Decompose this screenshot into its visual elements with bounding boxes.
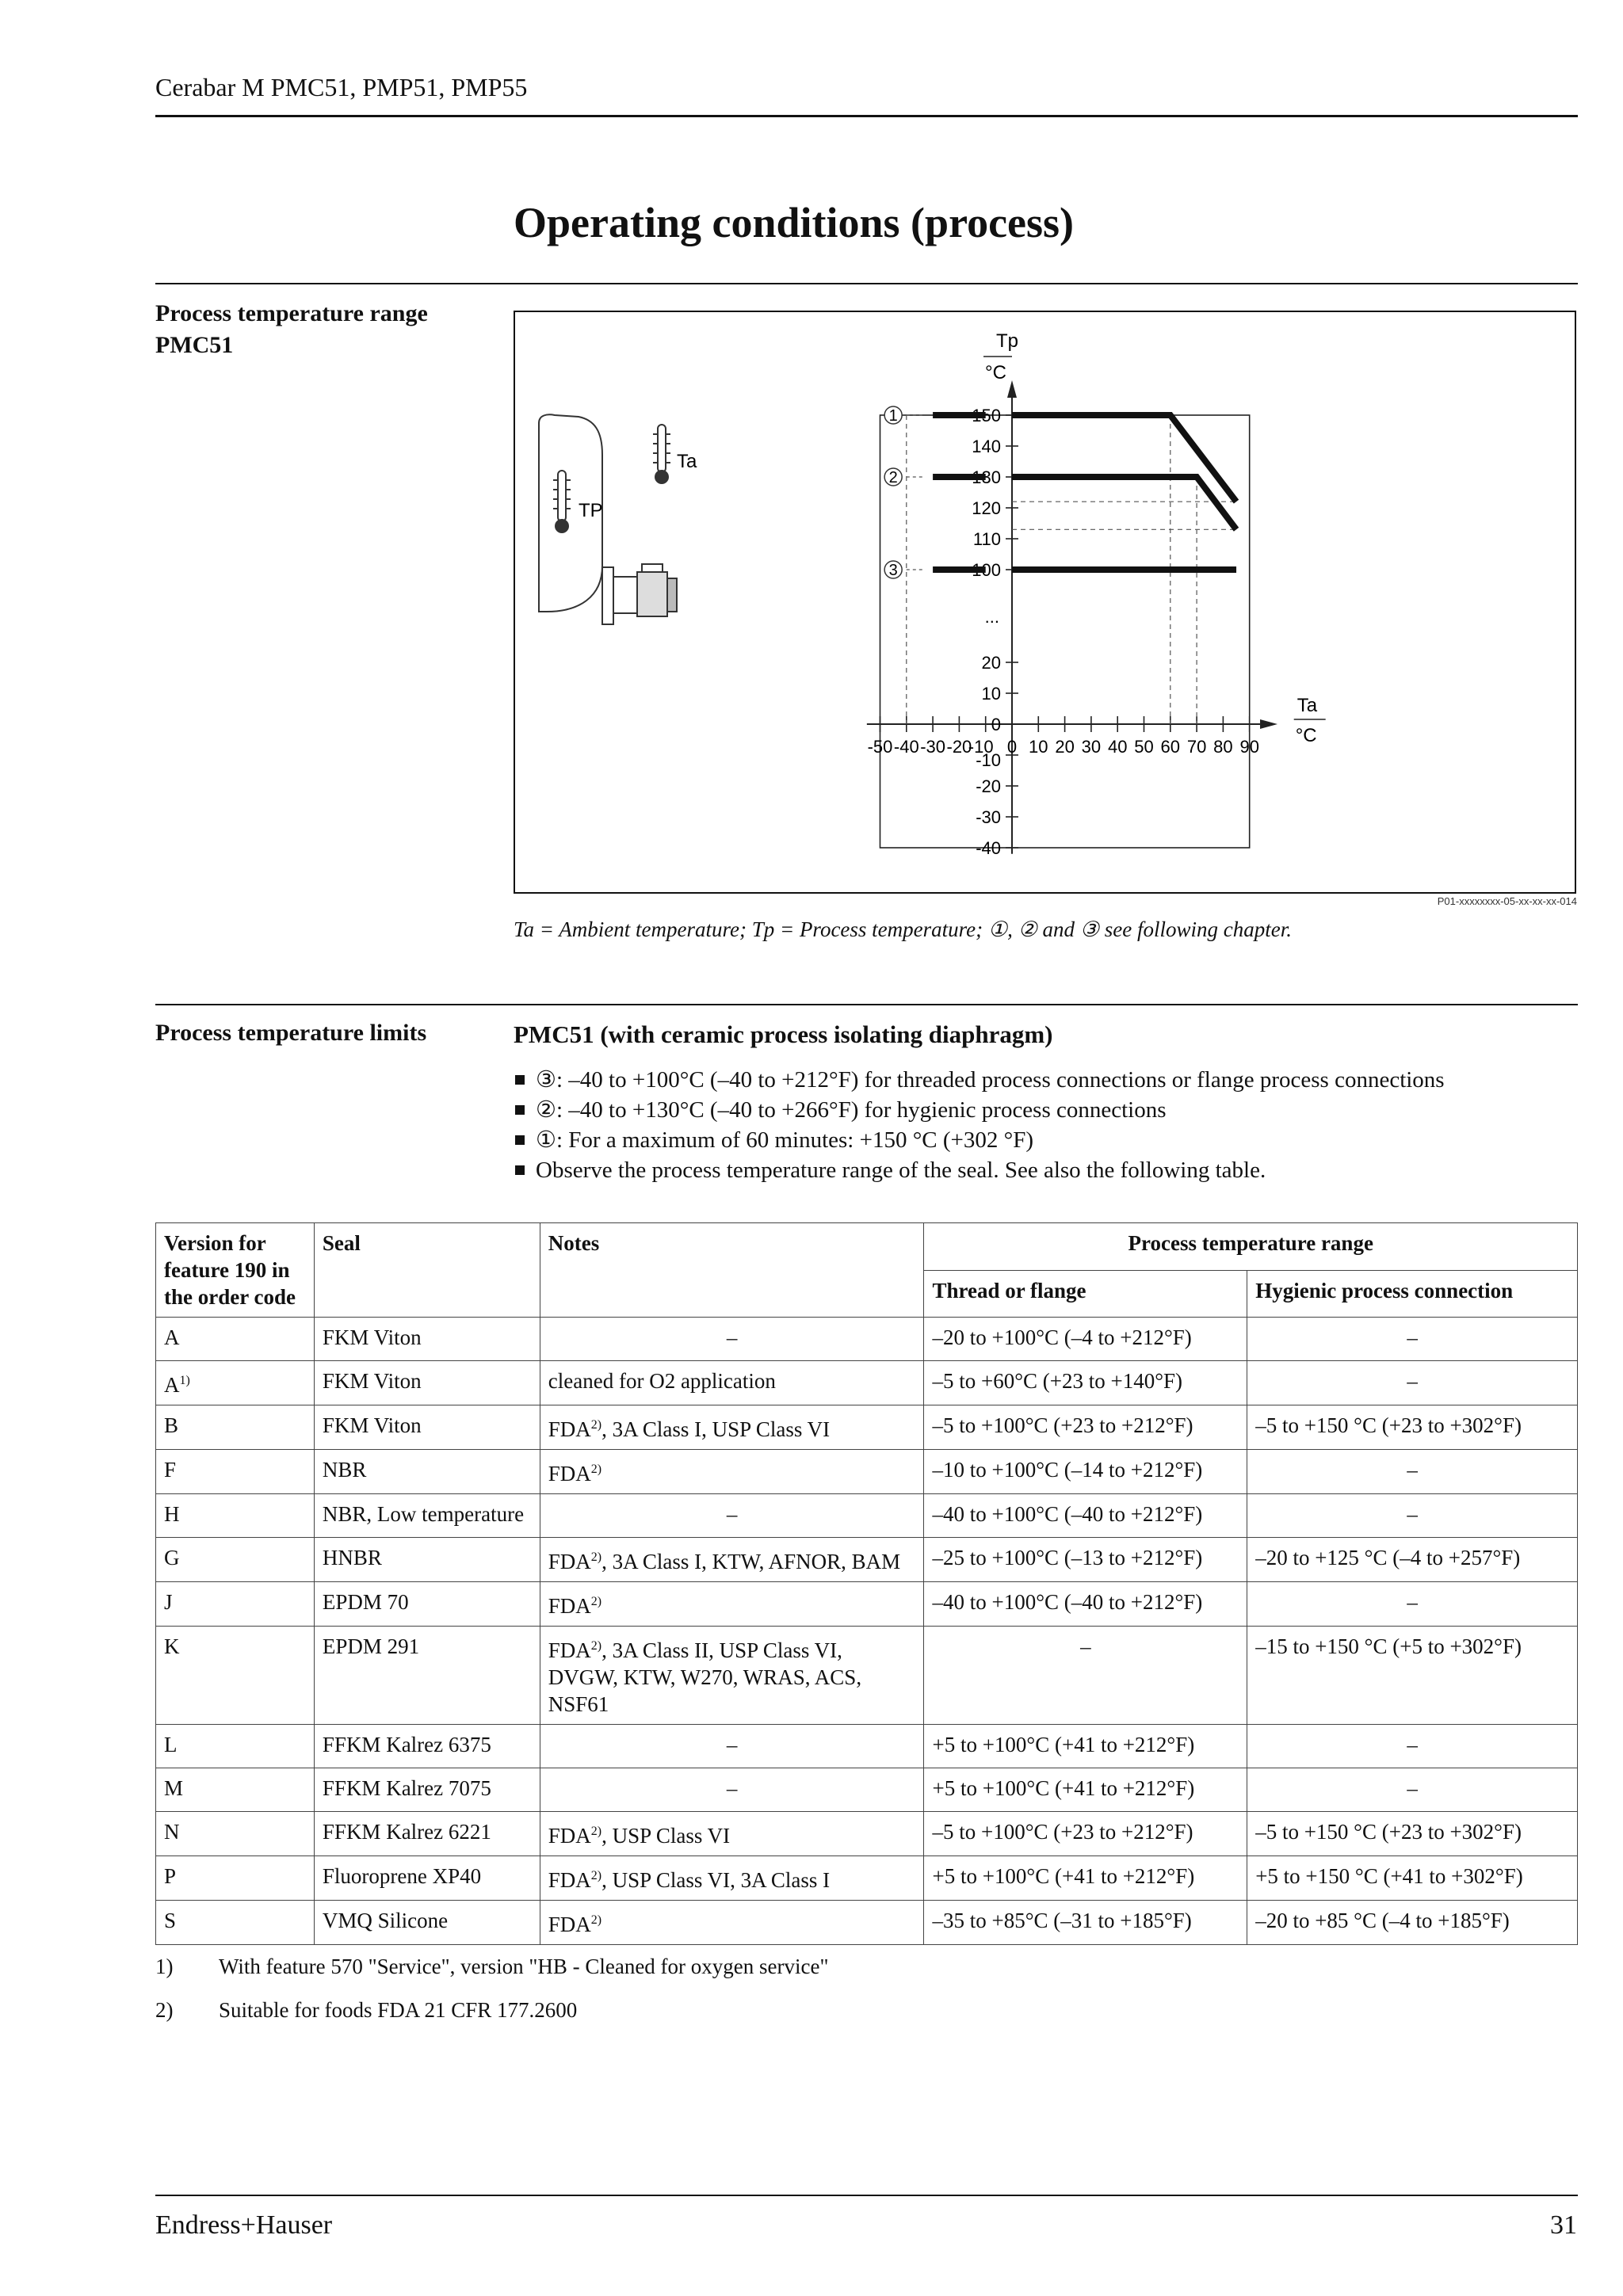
- subheading-pmc51: PMC51 (with ceramic process isolating diaphragm): [514, 1020, 1053, 1048]
- thermometer-ta-icon: [653, 425, 670, 483]
- limits-list: [514, 1065, 1445, 1185]
- header-hygienic: Hygienic process connection: [1247, 1270, 1578, 1318]
- section-label-line1: Process temperature range: [155, 300, 428, 326]
- page-title: Operating conditions (process): [514, 199, 1075, 246]
- cell-seal: FKM Viton: [314, 1405, 540, 1450]
- header-rule: [155, 115, 1578, 117]
- x-axis-label: Ta: [1296, 695, 1318, 716]
- cell-version: P: [156, 1856, 315, 1901]
- y-tick-label: 0: [991, 715, 1001, 734]
- header-notes: Notes: [540, 1223, 924, 1318]
- flange-icon: [602, 567, 613, 624]
- cell-version: L: [156, 1725, 315, 1768]
- cell-thread: –40 to +100°C (–40 to +212°F): [924, 1494, 1247, 1538]
- cell-thread: +5 to +100°C (+41 to +212°F): [924, 1725, 1247, 1768]
- table-row: [156, 1627, 1578, 1725]
- cell-seal: NBR: [314, 1450, 540, 1494]
- table-row: [156, 1768, 1578, 1812]
- page-number: 31: [1550, 2210, 1577, 2240]
- table-row: [156, 1318, 1578, 1361]
- y-axis-unit: °C: [985, 362, 1006, 383]
- cell-thread: +5 to +100°C (+41 to +212°F): [924, 1856, 1247, 1901]
- y-tick-label: -20: [976, 776, 1001, 796]
- cell-hygienic: –5 to +150 °C (+23 to +302°F): [1247, 1405, 1578, 1450]
- cell-hygienic: –20 to +85 °C (–4 to +185°F): [1247, 1901, 1578, 1945]
- x-tick-label: 60: [1160, 737, 1181, 757]
- table-row: [156, 1494, 1578, 1538]
- table-row: [156, 1856, 1578, 1901]
- section-label-temperature-limits: Process temperature limits: [155, 1020, 427, 1046]
- table-row: [156, 1405, 1578, 1450]
- cell-version: J: [156, 1582, 315, 1627]
- cell-seal: EPDM 291: [314, 1627, 540, 1725]
- y-tick-label: -30: [976, 807, 1001, 827]
- cell-hygienic: –: [1247, 1725, 1578, 1768]
- cell-seal: HNBR: [314, 1538, 540, 1582]
- x-tick-label: 30: [1081, 737, 1102, 757]
- x-tick-label: 40: [1107, 737, 1128, 757]
- y-tick-label: 100: [972, 560, 1001, 580]
- y-tick-label: 120: [972, 498, 1001, 518]
- cell-notes: cleaned for O2 application: [540, 1361, 924, 1405]
- cell-version: M: [156, 1768, 315, 1812]
- tp-diagram-label: TP: [579, 500, 603, 521]
- series-label: 1: [888, 407, 898, 425]
- footer-brand: Endress+Hauser: [155, 2210, 333, 2240]
- x-tick-label: 90: [1239, 737, 1259, 757]
- y-tick-label: 10: [981, 684, 1001, 704]
- cell-thread: –5 to +60°C (+23 to +140°F): [924, 1361, 1247, 1405]
- cell-seal: EPDM 70: [314, 1582, 540, 1627]
- temperature-chart: [515, 312, 1575, 892]
- footnote-number: 2): [155, 1998, 174, 2022]
- cell-hygienic: –: [1247, 1582, 1578, 1627]
- footer-rule: [155, 2195, 1578, 2196]
- plot-area: [867, 330, 1326, 858]
- x-tick-label: -10: [968, 737, 994, 757]
- temperature-chart-frame: [514, 311, 1576, 894]
- y-axis-break: ...: [984, 607, 999, 627]
- list-item: ①: For a maximum of 60 minutes: +150 °C (+302 °F): [514, 1125, 1445, 1155]
- y-tick-label: -40: [976, 838, 1001, 858]
- running-header: Cerabar M PMC51, PMP51, PMP55: [155, 73, 528, 101]
- cell-notes: –: [540, 1494, 924, 1538]
- footnote-2: [155, 1998, 577, 2023]
- footnote-text: With feature 570 "Service", version "HB - Cleaned for oxygen service": [219, 1955, 829, 1978]
- x-tick-label: -40: [893, 737, 919, 757]
- adapter-icon: [613, 577, 637, 613]
- cell-thread: +5 to +100°C (+41 to +212°F): [924, 1768, 1247, 1812]
- ta-diagram-label: Ta: [677, 451, 697, 472]
- cell-thread: –5 to +100°C (+23 to +212°F): [924, 1812, 1247, 1856]
- y-axis-arrow: [1007, 380, 1017, 398]
- cell-hygienic: –15 to +150 °C (+5 to +302°F): [1247, 1627, 1578, 1725]
- series-label: 2: [888, 469, 898, 486]
- footnote-1: [155, 1955, 829, 1979]
- table-row: [156, 1450, 1578, 1494]
- cell-notes: –: [540, 1725, 924, 1768]
- cell-notes: FDA$^{2)}$, 3A Class I, KTW, AFNOR, BAM: [540, 1538, 924, 1582]
- list-item: Observe the process temperature range of the seal. See also the following table.: [514, 1155, 1445, 1185]
- cell-seal: VMQ Silicone: [314, 1901, 540, 1945]
- cell-thread: –20 to +100°C (–4 to +212°F): [924, 1318, 1247, 1361]
- series-line-right: [1012, 477, 1236, 529]
- header-thread-or-flange: Thread or flange: [924, 1270, 1247, 1318]
- cell-version: $A^{1)}$: [156, 1361, 315, 1405]
- cell-thread: –: [924, 1627, 1247, 1725]
- cell-version: G: [156, 1538, 315, 1582]
- figure-code: P01-xxxxxxxx-05-xx-xx-xx-014: [1437, 895, 1577, 907]
- cell-notes: FDA$^{2)}$: [540, 1901, 924, 1945]
- table-row: [156, 1538, 1578, 1582]
- table-row: [156, 1361, 1578, 1405]
- table-row: [156, 1725, 1578, 1768]
- cell-thread: –25 to +100°C (–13 to +212°F): [924, 1538, 1247, 1582]
- y-tick-label: 20: [981, 653, 1001, 673]
- cell-notes: –: [540, 1768, 924, 1812]
- x-axis-arrow: [1260, 719, 1277, 729]
- cell-hygienic: –: [1247, 1361, 1578, 1405]
- footnote-number: 1): [155, 1955, 174, 1978]
- table-row: [156, 1582, 1578, 1627]
- transmitter-top-icon: [642, 564, 663, 572]
- y-tick-label: 150: [972, 406, 1001, 425]
- x-tick-label: 50: [1134, 737, 1154, 757]
- cell-hygienic: –: [1247, 1494, 1578, 1538]
- cell-hygienic: +5 to +150 °C (+41 to +302°F): [1247, 1856, 1578, 1901]
- cell-hygienic: –20 to +125 °C (–4 to +257°F): [1247, 1538, 1578, 1582]
- section-rule-2: [155, 1004, 1578, 1005]
- cell-hygienic: –: [1247, 1318, 1578, 1361]
- cell-seal: FFKM Kalrez 6221: [314, 1812, 540, 1856]
- cell-notes: FDA$^{2)}$, USP Class VI: [540, 1812, 924, 1856]
- section-label-line2: PMC51: [155, 332, 234, 358]
- x-tick-label: 0: [1006, 737, 1018, 757]
- seal-temperature-table: [155, 1222, 1578, 1945]
- table-row: [156, 1901, 1578, 1945]
- cell-seal: NBR, Low temperature: [314, 1494, 540, 1538]
- x-tick-label: 10: [1029, 737, 1048, 757]
- y-tick-label: -10: [976, 750, 1001, 770]
- footnote-text: Suitable for foods FDA 21 CFR 177.2600: [219, 1998, 578, 2022]
- x-tick-label: 80: [1213, 737, 1233, 757]
- cell-thread: –40 to +100°C (–40 to +212°F): [924, 1582, 1247, 1627]
- x-tick-label: 70: [1186, 737, 1207, 757]
- cell-version: K: [156, 1627, 315, 1725]
- cell-seal: FFKM Kalrez 7075: [314, 1768, 540, 1812]
- list-item: ②: –40 to +130°C (–40 to +266°F) for hygienic process connections: [514, 1095, 1445, 1125]
- table-row: [156, 1812, 1578, 1856]
- x-tick-label: -30: [920, 737, 945, 757]
- cell-notes: FDA$^{2)}$, USP Class VI, 3A Class I: [540, 1856, 924, 1901]
- cell-version: S: [156, 1901, 315, 1945]
- cell-notes: FDA$^{2)}$: [540, 1450, 924, 1494]
- header-version: Version for feature 190 in the order code: [156, 1223, 315, 1318]
- cell-version: B: [156, 1405, 315, 1450]
- figure-caption: Ta = Ambient temperature; Tp = Process temperature; ①, ② and ③ see following chapter.: [514, 917, 1292, 941]
- cell-hygienic: –5 to +150 °C (+23 to +302°F): [1247, 1812, 1578, 1856]
- cell-hygienic: –: [1247, 1768, 1578, 1812]
- cell-version: A: [156, 1318, 315, 1361]
- cell-thread: –35 to +85°C (–31 to +185°F): [924, 1901, 1247, 1945]
- cell-version: H: [156, 1494, 315, 1538]
- y-tick-label: 140: [972, 437, 1001, 456]
- cell-seal: Fluoroprene XP40: [314, 1856, 540, 1901]
- cell-version: F: [156, 1450, 315, 1494]
- section-label-temperature-range: [155, 298, 488, 361]
- y-tick-label: 110: [972, 529, 1001, 549]
- list-item: ③: –40 to +100°C (–40 to +212°F) for threaded process connections or flange process connections: [514, 1065, 1445, 1095]
- transmitter-cap-icon: [667, 578, 677, 612]
- cell-seal: FKM Viton: [314, 1318, 540, 1361]
- cell-seal: FFKM Kalrez 6375: [314, 1725, 540, 1768]
- cell-notes: –: [540, 1318, 924, 1361]
- cell-notes: FDA$^{2)}$, 3A Class II, USP Class VI, DVGW, KTW, W270, WRAS, ACS, NSF61: [540, 1627, 924, 1725]
- cell-notes: FDA$^{2)}$, 3A Class I, USP Class VI: [540, 1405, 924, 1450]
- transmitter-icon: [637, 572, 667, 616]
- y-tick-label: 130: [972, 467, 1001, 487]
- y-axis-label: Tp: [996, 330, 1019, 352]
- cell-version: N: [156, 1812, 315, 1856]
- x-tick-label: -50: [867, 737, 893, 757]
- cell-thread: –10 to +100°C (–14 to +212°F): [924, 1450, 1247, 1494]
- table-body: [156, 1318, 1578, 1945]
- thermometer-tp-icon: [553, 471, 571, 532]
- series-label: 3: [888, 562, 898, 579]
- header-seal: Seal: [314, 1223, 540, 1318]
- section-rule-1: [155, 283, 1578, 284]
- header-process-temperature-range: Process temperature range: [924, 1223, 1578, 1271]
- cell-seal: FKM Viton: [314, 1361, 540, 1405]
- cell-notes: FDA$^{2)}$: [540, 1582, 924, 1627]
- x-tick-label: -20: [946, 737, 972, 757]
- cell-hygienic: –: [1247, 1450, 1578, 1494]
- cell-thread: –5 to +100°C (+23 to +212°F): [924, 1405, 1247, 1450]
- x-tick-label: 20: [1055, 737, 1075, 757]
- x-axis-unit: °C: [1295, 725, 1317, 746]
